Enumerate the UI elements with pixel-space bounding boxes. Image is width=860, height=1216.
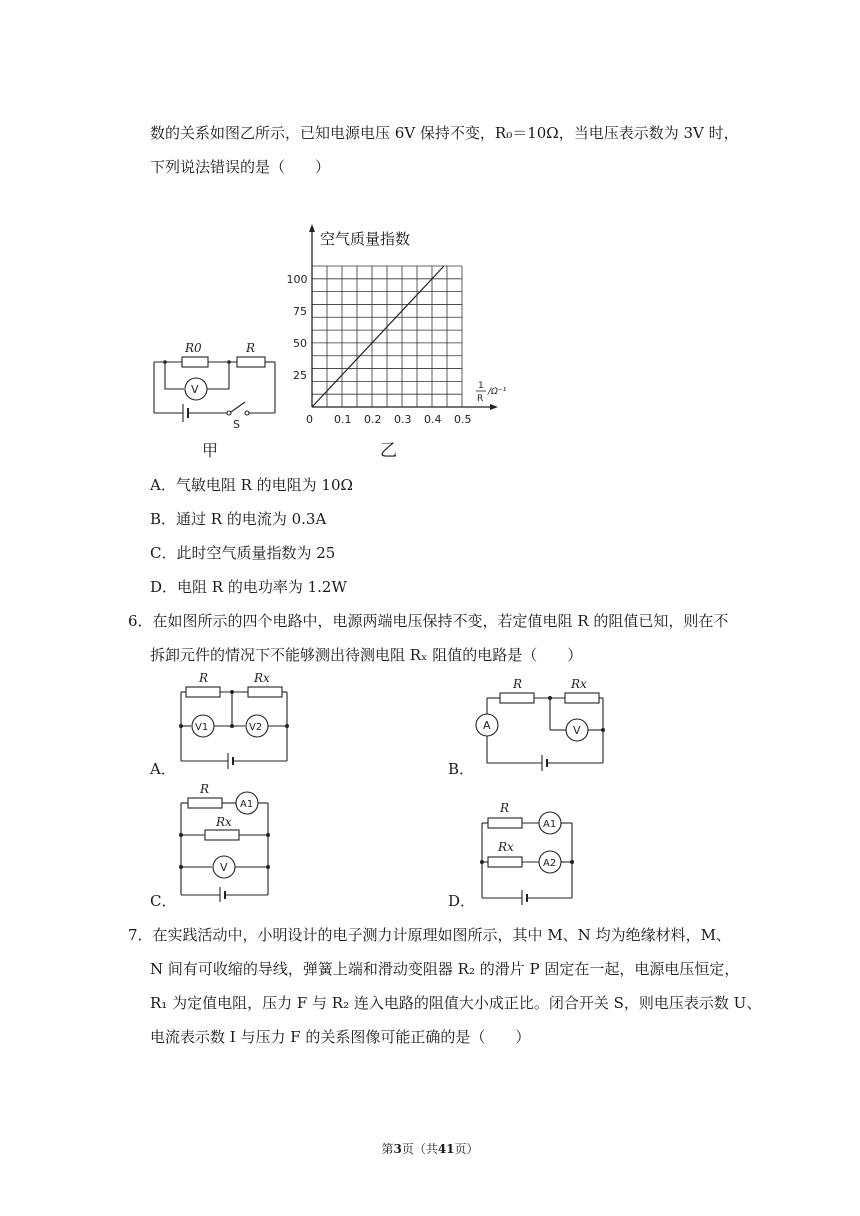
q5-line-1: 数的关系如图乙所示，已知电源电压 6V 保持不变，R₀＝10Ω，当电压表示数为 3V 时， xyxy=(150,124,739,142)
footer-prefix: 第 xyxy=(381,1142,394,1156)
chart-yi xyxy=(280,222,510,432)
circuit-d xyxy=(472,795,582,905)
circuit-c xyxy=(172,780,297,900)
x-axis-label-num: 1 xyxy=(478,381,484,391)
q7-line-3: R₁ 为定值电阻，压力 F 与 R₂ 连入电路的阻值大小成正比。闭合开关 S，则电压表示数 U、 xyxy=(150,994,762,1012)
r-label: R xyxy=(500,801,510,815)
circuit-a xyxy=(172,668,297,773)
y-axis-label: 空气质量指数 xyxy=(320,230,411,248)
r-label: R xyxy=(513,677,523,691)
a1-label: A1 xyxy=(543,819,557,830)
voltmeter-label: V xyxy=(220,861,228,874)
q5-line-2: 下列说法错误的是（ ） xyxy=(150,158,331,176)
q6-option-d[interactable]: D． xyxy=(448,892,476,910)
q6-line-2: 拆卸元件的情况下不能够测出待测电阻 Rₓ 阻值的电路是（ ） xyxy=(150,646,583,664)
y-tick-label: 100 xyxy=(286,272,308,286)
v1-label: V1 xyxy=(195,722,209,733)
voltmeter-label: V xyxy=(573,724,581,737)
circuit-b xyxy=(470,668,610,773)
r-label: R xyxy=(246,341,256,355)
r-label: R xyxy=(200,782,210,796)
r0-label: R0 xyxy=(185,341,202,355)
q7-line-1: 7．在实践活动中，小明设计的电子测力计原理如图所示，其中 M、N 均为绝缘材料，M、 xyxy=(128,926,731,944)
voltmeter-label: V xyxy=(191,383,199,396)
a1-label: A1 xyxy=(240,799,254,810)
y-tick-label: 50 xyxy=(293,336,307,350)
q5-option-c[interactable]: C．此时空气质量指数为 25 xyxy=(150,544,336,562)
r-label: R xyxy=(199,671,209,685)
q5-option-a[interactable]: A．气敏电阻 R 的电阻为 10Ω xyxy=(150,476,353,494)
x-tick-label: 0.2 xyxy=(364,413,382,426)
page-footer xyxy=(0,1140,860,1157)
footer-suffix: 页） xyxy=(454,1142,479,1156)
y-tick-label: 25 xyxy=(293,368,307,382)
data-line xyxy=(312,266,444,407)
x-tick-label: 0 xyxy=(306,413,313,426)
page-number: 3 xyxy=(393,1142,402,1156)
q5-option-d[interactable]: D．电阻 R 的电功率为 1.2W xyxy=(150,578,347,596)
rx-label: Rx xyxy=(216,815,232,829)
x-tick-label: 0.4 xyxy=(424,413,442,426)
x-tick-label: 0.5 xyxy=(454,413,472,426)
q5-option-b[interactable]: B．通过 R 的电流为 0.3A xyxy=(150,510,327,528)
q6-option-c[interactable]: C． xyxy=(150,892,177,910)
x-axis-label-den: R xyxy=(477,394,484,404)
total-pages: 41 xyxy=(437,1142,455,1156)
y-tick-label: 75 xyxy=(293,304,307,318)
switch-label: S xyxy=(233,418,240,431)
q6-option-a[interactable]: A． xyxy=(150,760,176,778)
rx-label: Rx xyxy=(254,671,270,685)
q6-line-1: 6．在如图所示的四个电路中，电源两端电压保持不变，若定值电阻 R 的阻值已知，则在不 xyxy=(128,612,729,630)
v2-label: V2 xyxy=(249,722,263,733)
q7-line-2: N 间有可收缩的导线，弹簧上端和滑动变阻器 R₂ 的滑片 P 固定在一起，电源电压恒定， xyxy=(150,960,740,978)
rx-label: Rx xyxy=(498,840,514,854)
q7-line-4: 电流表示数 I 与压力 F 的关系图像可能正确的是（ ） xyxy=(150,1028,531,1046)
x-tick-label: 0.3 xyxy=(394,413,412,426)
q6-option-b[interactable]: B． xyxy=(448,760,475,778)
fig-yi-caption: 乙 xyxy=(380,441,397,461)
fig-jia-caption: 甲 xyxy=(202,441,219,460)
rx-label: Rx xyxy=(571,677,587,691)
ammeter-label: A xyxy=(483,719,491,732)
footer-mid: 页（共 xyxy=(401,1142,438,1156)
a2-label: A2 xyxy=(543,858,557,869)
x-tick-label: 0.1 xyxy=(334,413,352,426)
circuit-jia xyxy=(145,340,295,460)
x-axis-label-unit: /Ω⁻¹ xyxy=(488,387,507,397)
